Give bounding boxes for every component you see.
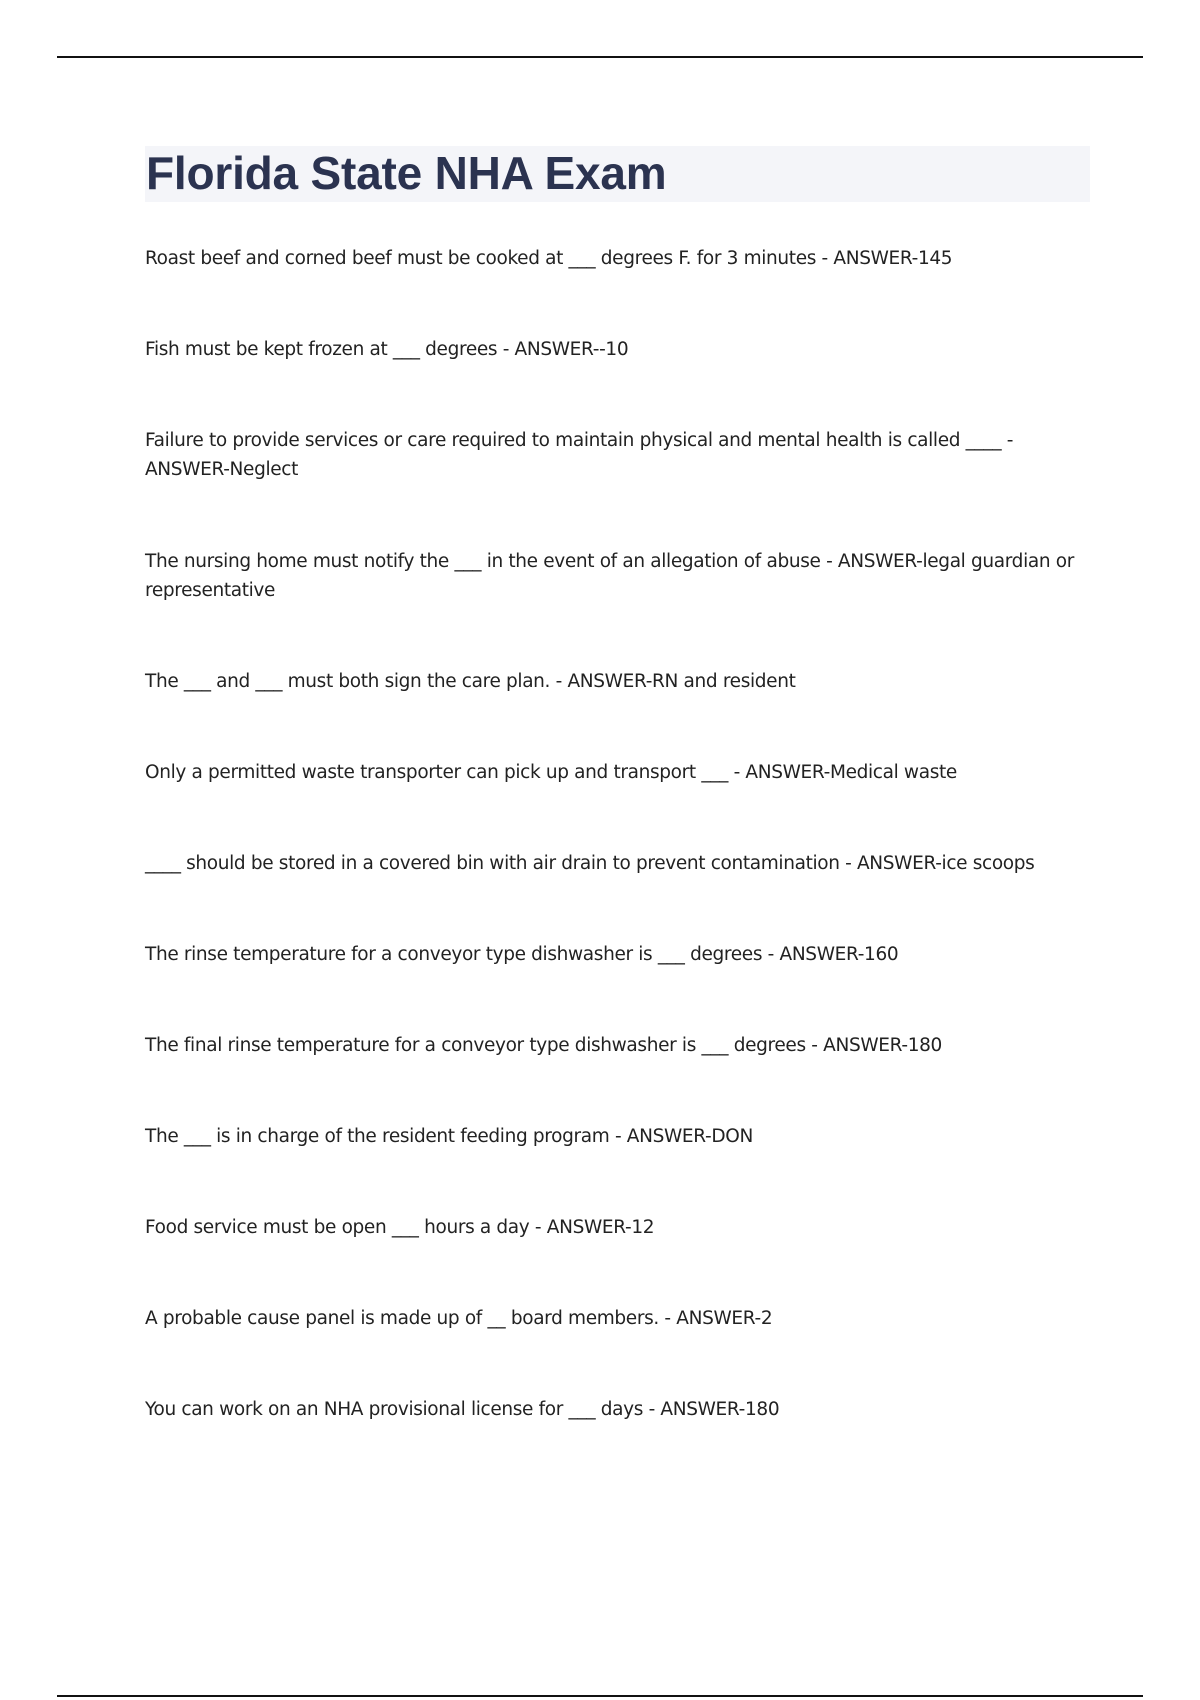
qa-item: Food service must be open ___ hours a day - ANSWER-12 [145,1217,655,1238]
qa-item: Failure to provide services or care required to maintain physical and mental health is called ____ - ANSWER-Neglect [145,430,1014,480]
qa-item: A probable cause panel is made up of __ board members. - ANSWER-2 [145,1308,773,1329]
qa-item: The rinse temperature for a conveyor type dishwasher is ___ degrees - ANSWER-160 [145,944,899,965]
bottom-rule [57,1695,1143,1697]
qa-item: The ___ is in charge of the resident feeding program - ANSWER-DON [145,1126,753,1147]
page-title: Florida State NHA Exam [146,147,667,199]
qa-item: ____ should be stored in a covered bin with air drain to prevent contamination - ANSWER-ice scoops [145,853,1035,874]
qa-item: Only a permitted waste transporter can pick up and transport ___ - ANSWER-Medical waste [145,762,957,783]
qa-item: The ___ and ___ must both sign the care plan. - ANSWER-RN and resident [145,671,796,692]
qa-item: Roast beef and corned beef must be cooked at ___ degrees F. for 3 minutes - ANSWER-145 [145,248,953,269]
qa-item: You can work on an NHA provisional license for ___ days - ANSWER-180 [145,1399,780,1420]
qa-item: The nursing home must notify the ___ in the event of an allegation of abuse - ANSWER-legal guardian or representative [145,551,1074,601]
qa-item: Fish must be kept frozen at ___ degrees - ANSWER--10 [145,339,629,360]
qa-item: The final rinse temperature for a conveyor type dishwasher is ___ degrees - ANSWER-180 [145,1035,942,1056]
top-rule [57,56,1143,58]
